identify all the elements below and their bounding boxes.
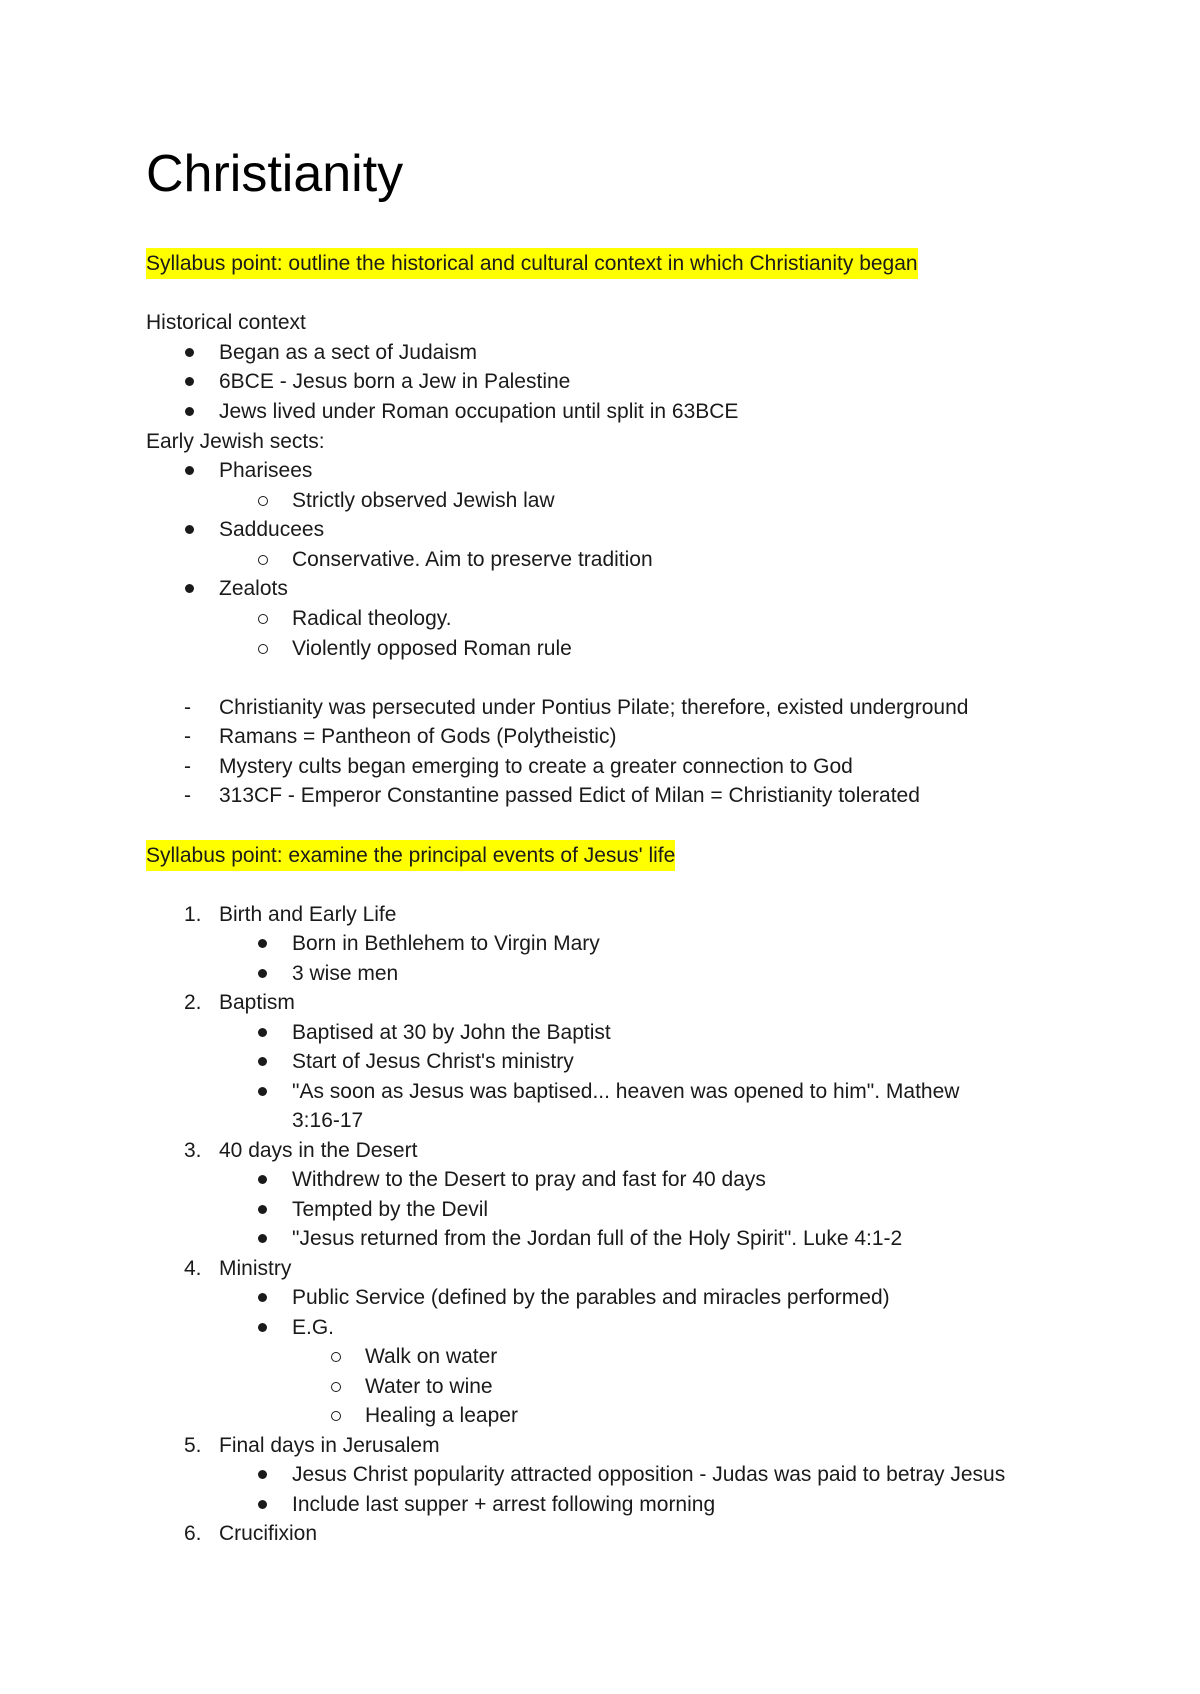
section-heading-historical-text: Historical context [146, 311, 306, 334]
dash-marker: - [184, 696, 191, 719]
bullet-icon [185, 348, 194, 357]
circle-bullet-icon [258, 614, 268, 624]
circle-bullet-icon [258, 496, 268, 506]
list-item-text: Pharisees [219, 459, 313, 482]
list-number: 3. [184, 1139, 202, 1162]
bullet-icon [258, 1057, 267, 1066]
sub-list-item-text: Baptised at 30 by John the Baptist [292, 1021, 611, 1044]
numbered-list-item-text: Ministry [219, 1257, 292, 1280]
dash-list-item-text: Mystery cults began emerging to create a greater connection to God [219, 755, 853, 778]
sub-list-item-text: Radical theology. [292, 607, 452, 630]
sub-list-item-text: 3 wise men [292, 962, 399, 985]
sub-sub-list-item-text: Healing a leaper [365, 1404, 518, 1427]
sub-list-item-text: E.G. [292, 1316, 335, 1339]
list-item-text: 6BCE - Jesus born a Jew in Palestine [219, 370, 571, 393]
page-title: Christianity [146, 145, 404, 203]
bullet-icon [258, 1323, 267, 1332]
bullet-icon [258, 1175, 267, 1184]
numbered-list-item-text: Birth and Early Life [219, 903, 397, 926]
bullet-icon [258, 1234, 267, 1243]
sub-list-item-text: Include last supper + arrest following morning [292, 1493, 716, 1516]
sub-list-item-text: Born in Bethlehem to Virgin Mary [292, 932, 600, 955]
list-item-text: Zealots [219, 577, 288, 600]
dash-list-item-text: Ramans = Pantheon of Gods (Polytheistic) [219, 725, 617, 748]
bullet-icon [258, 1028, 267, 1037]
bullet-icon [258, 969, 267, 978]
list-number: 6. [184, 1522, 202, 1545]
numbered-list-item-text: 40 days in the Desert [219, 1139, 418, 1162]
numbered-list-item-text: Crucifixion [219, 1522, 318, 1545]
dash-marker: - [184, 725, 191, 748]
numbered-list-item-text: Baptism [219, 991, 295, 1014]
circle-bullet-icon [331, 1382, 341, 1392]
circle-bullet-icon [331, 1411, 341, 1421]
sub-sub-list-item-text: Water to wine [365, 1375, 493, 1398]
list-number: 5. [184, 1434, 202, 1457]
sub-list-item-text: 3:16-17 [292, 1109, 364, 1132]
list-number: 2. [184, 991, 202, 1014]
bullet-icon [185, 377, 194, 386]
bullet-icon [258, 1500, 267, 1509]
sub-list-item-text: Tempted by the Devil [292, 1198, 489, 1221]
syllabus-point-2-text: Syllabus point: examine the principal events of Jesus' life [146, 840, 675, 871]
numbered-list-item-text: Final days in Jerusalem [219, 1434, 440, 1457]
bullet-icon [185, 584, 194, 593]
list-item-text: Sadducees [219, 518, 325, 541]
dash-marker: - [184, 784, 191, 807]
dash-marker: - [184, 755, 191, 778]
sub-list-item-text: Public Service (defined by the parables and miracles performed) [292, 1286, 890, 1309]
list-number: 1. [184, 903, 202, 926]
sub-list-item-text: Withdrew to the Desert to pray and fast for 40 days [292, 1168, 766, 1191]
sub-list-item-text: "As soon as Jesus was baptised... heaven was opened to him". Mathew [292, 1080, 960, 1103]
syllabus-point-1-text: Syllabus point: outline the historical and cultural context in which Christianity began [146, 248, 918, 279]
bullet-icon [258, 1205, 267, 1214]
list-item-text: Began as a sect of Judaism [219, 341, 477, 364]
circle-bullet-icon [331, 1352, 341, 1362]
section-heading-sects-text: Early Jewish sects: [146, 430, 325, 453]
dash-list-item-text: Christianity was persecuted under Pontius Pilate; therefore, existed underground [219, 696, 969, 719]
list-item-text: Jews lived under Roman occupation until split in 63BCE [219, 400, 739, 423]
bullet-icon [185, 525, 194, 534]
circle-bullet-icon [258, 555, 268, 565]
bullet-icon [258, 1293, 267, 1302]
sub-sub-list-item-text: Walk on water [365, 1345, 498, 1368]
bullet-icon [185, 466, 194, 475]
sub-list-item-text: "Jesus returned from the Jordan full of the Holy Spirit". Luke 4:1-2 [292, 1227, 903, 1250]
bullet-icon [258, 939, 267, 948]
list-number: 4. [184, 1257, 202, 1280]
sub-list-item-text: Strictly observed Jewish law [292, 489, 555, 512]
dash-list-item-text: 313CF - Emperor Constantine passed Edict of Milan = Christianity tolerated [219, 784, 920, 807]
bullet-icon [258, 1087, 267, 1096]
sub-list-item-text: Jesus Christ popularity attracted opposition - Judas was paid to betray Jesus [292, 1463, 1006, 1486]
sub-list-item-text: Violently opposed Roman rule [292, 637, 572, 660]
sub-list-item-text: Conservative. Aim to preserve tradition [292, 548, 653, 571]
sub-list-item-text: Start of Jesus Christ's ministry [292, 1050, 574, 1073]
bullet-icon [185, 407, 194, 416]
circle-bullet-icon [258, 644, 268, 654]
bullet-icon [258, 1470, 267, 1479]
